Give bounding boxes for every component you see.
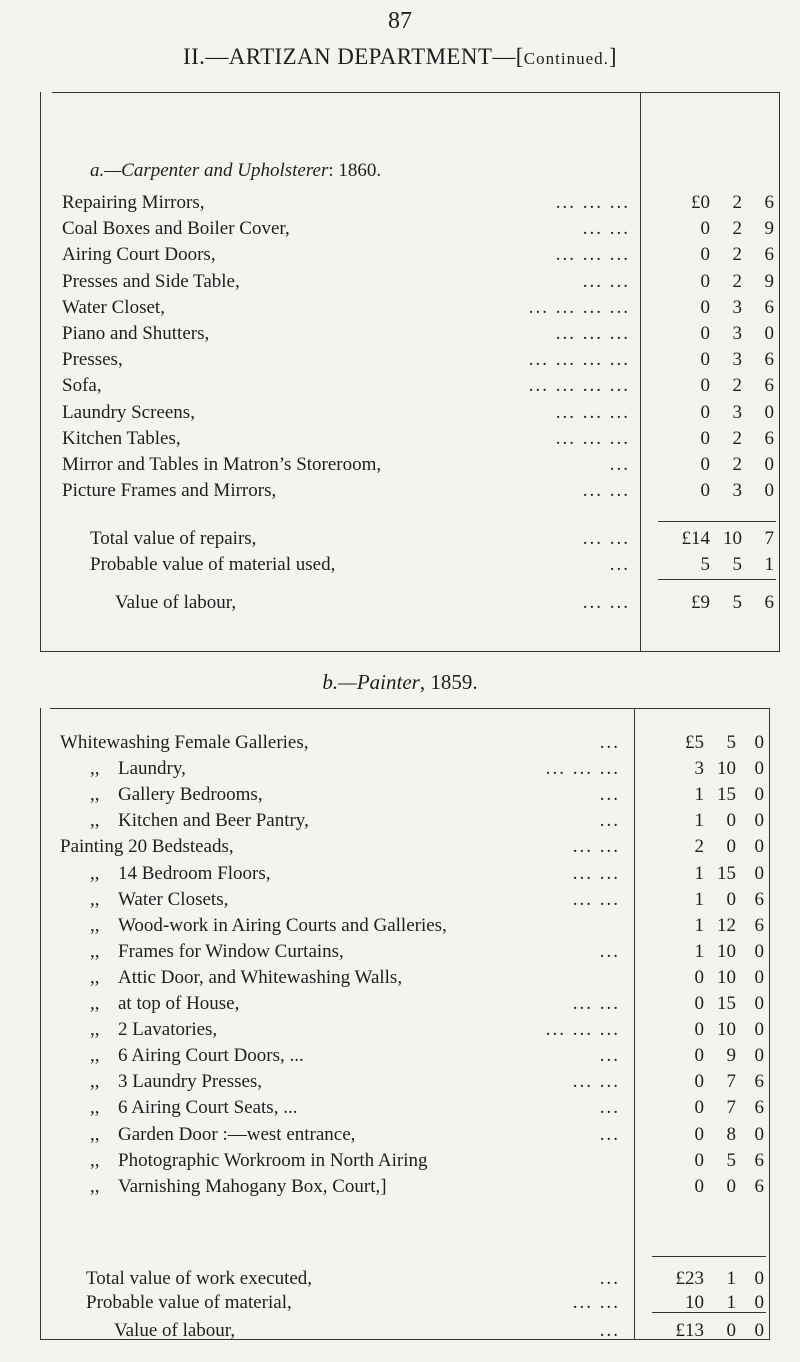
shillings-value: 2 xyxy=(732,192,742,213)
carpenter-item-row xyxy=(40,349,780,375)
item-description: Gallery Bedrooms, xyxy=(118,784,263,806)
pence-value: 0 xyxy=(754,810,764,832)
pence-value: 0 xyxy=(754,1268,764,1289)
shillings-value: 3 xyxy=(732,296,742,318)
item-description: Total value of repairs, xyxy=(90,528,257,549)
pence-value: 6 xyxy=(754,888,764,910)
painter-item-row xyxy=(40,836,770,862)
carpenter-item-row xyxy=(40,244,780,270)
shillings-value: 0 xyxy=(726,836,736,858)
pence-value: 0 xyxy=(754,1292,764,1313)
painter-labour-row xyxy=(40,1320,770,1346)
pounds-value: 0 xyxy=(700,218,710,240)
pounds-value: 0 xyxy=(694,1045,704,1067)
ditto-mark: ,, xyxy=(90,888,100,910)
painter-material-row xyxy=(40,1292,770,1318)
shillings-value: 2 xyxy=(732,244,742,266)
pence-value: 6 xyxy=(754,1097,764,1119)
pence-value: 6 xyxy=(764,375,774,397)
pounds-value: 10 xyxy=(685,1292,704,1313)
pence-value: 0 xyxy=(754,1123,764,1145)
leader-dots: ... ... ... xyxy=(555,401,630,423)
pence-value: 9 xyxy=(764,270,774,292)
heading-suffix: ] xyxy=(608,44,617,69)
leader-dots: ... xyxy=(599,940,620,962)
item-description: Wood-work in Airing Courts and Galleries, xyxy=(118,914,447,936)
shillings-value: 7 xyxy=(726,1097,736,1119)
item-description: 3 Laundry Presses, xyxy=(118,1071,263,1093)
leader-dots: ... ... ... xyxy=(555,427,630,449)
pence-value: 6 xyxy=(764,192,774,213)
pounds-value: 3 xyxy=(694,758,704,780)
painter-item-row xyxy=(40,784,770,810)
item-description: Sofa, xyxy=(62,375,102,397)
pounds-value: 0 xyxy=(694,1123,704,1145)
pence-value: 0 xyxy=(754,940,764,962)
pence-value: 0 xyxy=(754,966,764,988)
item-description: Mirror and Tables in Matron’s Storeroom, xyxy=(62,454,382,475)
leader-dots: ... ... xyxy=(572,1071,620,1093)
ditto-mark: ,, xyxy=(90,966,100,988)
shillings-value: 12 xyxy=(717,914,736,936)
pence-value: 0 xyxy=(764,480,774,502)
carpenter-material-row xyxy=(40,554,780,580)
carpenter-total-row xyxy=(40,528,780,554)
pounds-value: 1 xyxy=(694,862,704,884)
leader-dots: ... xyxy=(609,454,630,475)
shillings-value: 3 xyxy=(732,480,742,502)
leader-dots: ... xyxy=(599,810,620,832)
pence-value: 0 xyxy=(754,862,764,884)
item-description: Value of labour, xyxy=(114,1320,236,1341)
pence-value: 0 xyxy=(754,1045,764,1067)
leader-dots: ... ... xyxy=(572,862,620,884)
ditto-mark: ,, xyxy=(90,1019,100,1041)
painter-title-suffix: , 1859. xyxy=(419,670,478,694)
carpenter-title-suffix: : 1860. xyxy=(328,160,382,181)
painter-title: Painter xyxy=(356,670,420,694)
ditto-mark: ,, xyxy=(90,1175,100,1197)
pounds-value: 0 xyxy=(694,1149,704,1171)
pounds-value: £0 xyxy=(691,192,710,213)
item-description: Total value of work executed, xyxy=(86,1268,313,1289)
shillings-value: 0 xyxy=(726,1175,736,1197)
item-description: Water Closet, xyxy=(62,296,165,318)
pounds-value: £9 xyxy=(691,592,710,613)
item-description: Picture Frames and Mirrors, xyxy=(62,480,277,502)
pence-value: 9 xyxy=(764,218,774,240)
painter-item-row xyxy=(40,732,770,758)
carpenter-item-row xyxy=(40,271,780,297)
leader-dots: ... xyxy=(599,784,620,806)
pounds-value: 0 xyxy=(700,323,710,344)
item-description: Varnishing Mahogany Box, Court,] xyxy=(118,1175,387,1197)
leader-dots: ... ... xyxy=(582,218,630,240)
carpenter-item-row xyxy=(40,323,780,349)
shillings-value: 8 xyxy=(726,1123,736,1145)
carpenter-item-row xyxy=(40,375,780,401)
item-description: Garden Door :—west entrance, xyxy=(118,1123,356,1145)
painter-item-row xyxy=(40,889,770,915)
pence-value: 6 xyxy=(754,1149,764,1171)
item-description: Kitchen and Beer Pantry, xyxy=(118,810,309,832)
pence-value: 0 xyxy=(764,323,774,344)
pounds-value: 0 xyxy=(700,296,710,318)
leader-dots: ... ... xyxy=(572,1292,620,1313)
painter-item-row xyxy=(40,863,770,889)
ditto-mark: ,, xyxy=(90,1123,100,1145)
carpenter-item-row xyxy=(40,192,780,218)
leader-dots: ... ... ... xyxy=(545,1019,620,1041)
painter-item-row xyxy=(40,915,770,941)
carpenter-item-row xyxy=(40,218,780,244)
leader-dots: ... xyxy=(599,1097,620,1119)
painter-item-row xyxy=(40,1124,770,1150)
carpenter-item-row xyxy=(40,428,780,454)
shillings-value: 1 xyxy=(726,1268,736,1289)
pounds-value: 1 xyxy=(694,888,704,910)
pence-value: 0 xyxy=(764,454,774,475)
shillings-value: 2 xyxy=(732,218,742,240)
ditto-mark: ,, xyxy=(90,810,100,832)
item-description: 6 Airing Court Seats, ... xyxy=(118,1097,298,1119)
pence-value: 6 xyxy=(764,592,774,613)
item-description: Piano and Shutters, xyxy=(62,323,210,344)
item-description: Attic Door, and Whitewashing Walls, xyxy=(118,966,403,988)
ditto-mark: ,, xyxy=(90,1097,100,1119)
pounds-value: £23 xyxy=(675,1268,704,1289)
item-description: Kitchen Tables, xyxy=(62,427,181,449)
painter-item-row xyxy=(40,1071,770,1097)
leader-dots: ... xyxy=(599,1123,620,1145)
shillings-value: 10 xyxy=(723,528,742,549)
pence-value: 6 xyxy=(754,1071,764,1093)
pounds-value: 0 xyxy=(694,1019,704,1041)
carpenter-table xyxy=(40,92,780,652)
leader-dots: ... ... xyxy=(582,592,630,613)
item-description: Water Closets, xyxy=(118,888,229,910)
ditto-mark: ,, xyxy=(90,940,100,962)
pounds-value: 0 xyxy=(694,1175,704,1197)
pounds-value: 1 xyxy=(694,914,704,936)
shillings-value: 15 xyxy=(717,784,736,806)
carpenter-item-row xyxy=(40,297,780,323)
painter-item-row xyxy=(40,967,770,993)
painter-title-prefix: b.— xyxy=(322,670,357,694)
shillings-value: 7 xyxy=(726,1071,736,1093)
item-description: Repairing Mirrors, xyxy=(62,192,205,213)
leader-dots: ... ... ... xyxy=(555,192,630,213)
pence-value: 6 xyxy=(764,244,774,266)
shillings-value: 10 xyxy=(717,940,736,962)
painter-item-row xyxy=(40,1019,770,1045)
shillings-value: 0 xyxy=(726,1320,736,1341)
carpenter-item-row xyxy=(40,402,780,428)
painter-item-row xyxy=(40,1150,770,1176)
item-description: Laundry Screens, xyxy=(62,401,195,423)
painter-item-row xyxy=(40,758,770,784)
pounds-value: 0 xyxy=(700,401,710,423)
leader-dots: ... ... xyxy=(572,888,620,910)
pence-value: 6 xyxy=(764,349,774,371)
pounds-value: 1 xyxy=(694,940,704,962)
leader-dots: ... xyxy=(609,554,630,575)
carpenter-labour-row xyxy=(40,592,780,618)
painter-item-row xyxy=(40,1045,770,1071)
item-description: at top of House, xyxy=(118,993,240,1014)
carpenter-title-prefix: a.— xyxy=(90,160,122,181)
item-description: Photographic Workroom in North Airing xyxy=(118,1149,428,1171)
shillings-value: 5 xyxy=(726,732,736,753)
item-description: 14 Bedroom Floors, xyxy=(118,862,271,884)
pounds-value: 0 xyxy=(694,1097,704,1119)
shillings-value: 9 xyxy=(726,1045,736,1067)
pence-value: 6 xyxy=(754,914,764,936)
leader-dots: ... ... ... xyxy=(555,323,630,344)
painter-section-title xyxy=(0,670,800,695)
leader-dots: ... ... xyxy=(582,528,630,549)
leader-dots: ... xyxy=(599,1045,620,1067)
shillings-value: 10 xyxy=(717,1019,736,1041)
item-description: 6 Airing Court Doors, ... xyxy=(118,1045,304,1067)
item-description: Presses and Side Table, xyxy=(62,270,240,292)
ditto-mark: ,, xyxy=(90,862,100,884)
pounds-value: 2 xyxy=(694,836,704,858)
item-description: Airing Court Doors, xyxy=(62,244,216,266)
leader-dots: ... ... ... xyxy=(545,758,620,780)
shillings-value: 2 xyxy=(732,270,742,292)
leader-dots: ... xyxy=(599,732,620,753)
shillings-value: 2 xyxy=(732,454,742,475)
leader-dots: ... ... xyxy=(572,836,620,858)
item-description: 2 Lavatories, xyxy=(118,1019,218,1041)
shillings-value: 5 xyxy=(726,1149,736,1171)
shillings-value: 5 xyxy=(732,554,742,575)
pounds-value: £13 xyxy=(675,1320,704,1341)
shillings-value: 3 xyxy=(732,323,742,344)
painter-table xyxy=(40,708,770,1340)
item-description: Probable value of material, xyxy=(86,1292,292,1313)
pence-value: 0 xyxy=(754,758,764,780)
pounds-value: 0 xyxy=(700,427,710,449)
shillings-value: 0 xyxy=(726,888,736,910)
item-description: Probable value of material used, xyxy=(90,554,336,575)
ditto-mark: ,, xyxy=(90,914,100,936)
painter-item-row xyxy=(40,1097,770,1123)
pounds-value: £5 xyxy=(685,732,704,753)
ditto-mark: ,, xyxy=(90,993,100,1014)
pounds-value: 1 xyxy=(694,810,704,832)
page-number: 87 xyxy=(388,8,412,34)
shillings-value: 1 xyxy=(726,1292,736,1313)
shillings-value: 15 xyxy=(717,993,736,1014)
pounds-value: 0 xyxy=(694,966,704,988)
leader-dots: ... ... xyxy=(582,270,630,292)
pounds-value: 0 xyxy=(700,349,710,371)
pounds-value: 1 xyxy=(694,784,704,806)
shillings-value: 2 xyxy=(732,375,742,397)
shillings-value: 15 xyxy=(717,862,736,884)
pounds-value: 0 xyxy=(694,993,704,1014)
pence-value: 0 xyxy=(754,1320,764,1341)
carpenter-item-row xyxy=(40,454,780,480)
painter-item-row xyxy=(40,1176,770,1202)
department-heading xyxy=(0,44,800,70)
pence-value: 0 xyxy=(764,401,774,423)
painter-item-row xyxy=(40,810,770,836)
pence-value: 0 xyxy=(754,993,764,1014)
item-description: Painting 20 Bedsteads, xyxy=(60,836,234,858)
pence-value: 1 xyxy=(764,554,774,575)
leader-dots: ... ... xyxy=(572,993,620,1014)
pounds-value: 0 xyxy=(700,375,710,397)
ditto-mark: ,, xyxy=(90,758,100,780)
pence-value: 0 xyxy=(754,732,764,753)
ditto-mark: ,, xyxy=(90,784,100,806)
ditto-mark: ,, xyxy=(90,1149,100,1171)
pence-value: 0 xyxy=(754,784,764,806)
painter-item-row xyxy=(40,941,770,967)
heading-prefix: II.—ARTIZAN DEPARTMENT—[ xyxy=(183,44,524,69)
item-description: Laundry, xyxy=(118,758,186,780)
ditto-mark: ,, xyxy=(90,1071,100,1093)
pounds-value: 0 xyxy=(700,270,710,292)
pence-value: 6 xyxy=(764,296,774,318)
pounds-value: 0 xyxy=(694,1071,704,1093)
pence-value: 0 xyxy=(754,836,764,858)
pence-value: 6 xyxy=(754,1175,764,1197)
shillings-value: 0 xyxy=(726,810,736,832)
item-description: Value of labour, xyxy=(115,592,237,613)
carpenter-item-row xyxy=(40,480,780,506)
shillings-value: 5 xyxy=(732,592,742,613)
shillings-value: 3 xyxy=(732,401,742,423)
pounds-value: 0 xyxy=(700,480,710,502)
shillings-value: 3 xyxy=(732,349,742,371)
pounds-value: 0 xyxy=(700,244,710,266)
item-description: Whitewashing Female Galleries, xyxy=(60,732,309,753)
carpenter-title: Carpenter and Upholsterer xyxy=(121,160,329,181)
leader-dots: ... xyxy=(599,1320,620,1341)
carpenter-section-title xyxy=(40,160,780,186)
pounds-value: 0 xyxy=(700,454,710,475)
pence-value: 0 xyxy=(754,1019,764,1041)
item-description: Frames for Window Curtains, xyxy=(118,940,344,962)
shillings-value: 2 xyxy=(732,427,742,449)
pounds-value: 5 xyxy=(700,554,710,575)
leader-dots: ... ... ... ... xyxy=(528,375,630,397)
pence-value: 6 xyxy=(764,427,774,449)
pounds-value: £14 xyxy=(681,528,710,549)
item-description: Coal Boxes and Boiler Cover, xyxy=(62,218,290,240)
leader-dots: ... ... ... xyxy=(555,244,630,266)
shillings-value: 10 xyxy=(717,758,736,780)
item-description: Presses, xyxy=(62,349,123,371)
heading-continued: Continued. xyxy=(523,49,609,68)
leader-dots: ... ... ... ... xyxy=(528,349,630,371)
ditto-mark: ,, xyxy=(90,1045,100,1067)
pence-value: 7 xyxy=(764,528,774,549)
leader-dots: ... ... ... ... xyxy=(528,296,630,318)
leader-dots: ... ... xyxy=(582,480,630,502)
painter-item-row xyxy=(40,993,770,1019)
painter-total-row xyxy=(40,1268,770,1294)
leader-dots: ... xyxy=(599,1268,620,1289)
shillings-value: 10 xyxy=(717,966,736,988)
